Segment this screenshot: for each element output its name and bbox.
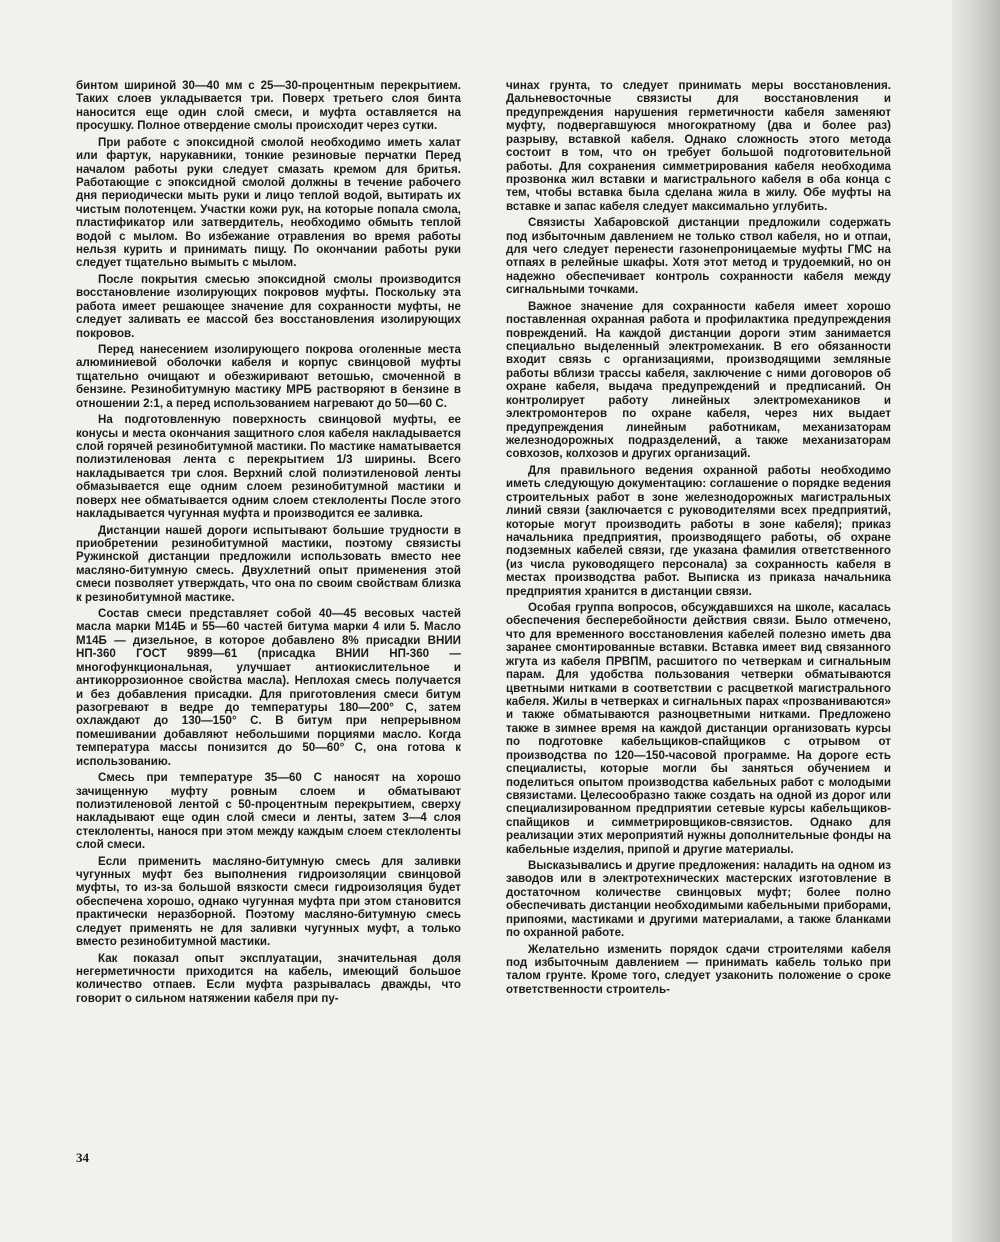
paragraph: При работе с эпоксидной смолой необходимо иметь халат или фартук, нарукавники, тонкие резиновые перчатки Перед началом работы руки следует смазать кремом для бритья. Работающие с эпоксидной смолой должны в течение рабочего дня периодически мыть руки и лицо теплой водой, вытирать их чистым полотенцем. Участки кожи рук, на которые попала смола, пластификатор или затвердитель, необходимо обмыть теплой водой с мылом. Во избежание отравления во время работы нельзя курить и принимать пищу. По окончании работы руки следует тщательно вымыть с мылом. — [76, 136, 461, 270]
paragraph: Для правильного ведения охранной работы необходимо иметь следующую документацию: соглашение о порядке ведения строительных работ в зоне железнодорожных магистральных линий связи (заключается с руководителями всех предприятий, которые могут производить работы в зоне кабеля); приказ начальника предприятия, производящего работы, об охране подземных кабелей связи, где указана фамилия ответственного (из числа руководящего персонала) за сохранность кабеля в местах производства работ. Выписка из приказа начальника предприятия хранится в дистанции связи. — [506, 464, 891, 598]
paragraph: Желательно изменить порядок сдачи строителями кабеля под избыточным давлением — принимать кабель только при талом грунте. Кроме того, следует узаконить положение о сроке ответственности строитель- — [506, 943, 891, 996]
left-column — [76, 80, 461, 1006]
paragraph: Как показал опыт эксплуатации, значительная доля негерметичности приходится на кабель, имеющий большое количество отпаев. Если муфта разрывалась дважды, что говорит о сильном натяжении кабеля при пу- — [76, 952, 461, 1005]
paragraph: Перед нанесением изолирующего покрова оголенные места алюминиевой оболочки кабеля и корпус свинцовой муфты тщательно очищают и обезжиривают ветошью, смоченной в бензине. Резинобитумную мастику МРБ растворяют в бензине в отношении 2:1, а перед использованием нагревают до 50—60 С. — [76, 344, 461, 410]
paragraph: Связисты Хабаровской дистанции предложили содержать под избыточным давлением не только ствол кабеля, но и отпаи, для чего следует перенести газонепроницаемые муфты ГМС на отпаях в релейные шкафы. Хотя этот метод и трудоемкий, но он надежно обеспечивает контроль сохранности кабеля между сигнальными точками. — [506, 217, 891, 297]
paragraph: Смесь при температуре 35—60 С наносят на хорошо зачищенную муфту ровным слоем и обматывают полиэтиленовой лентой с 50-процентным перекрытием, сверху накладывают еще один слой смеси и ленты, затем 3—4 слоя стеклоленты, нанося при этом между каждым слоем стеклоленты слой смеси. — [76, 772, 461, 852]
paragraph: Если применить масляно-битумную смесь для заливки чугунных муфт без выполнения гидроизоляции свинцовой муфты, то из-за большой вязкости смеси гидроизоляция будет обеспечена хорошо, однако чугунная муфта при этом становится практически неразборной. Поэтому масляно-битумную смесь следует применять не для заливки чугунных муфт, а только вместо резинобитумной мастики. — [76, 855, 461, 949]
paragraph: После покрытия смесью эпоксидной смолы производится восстановление изолирующих покровов муфты. Поскольку эта работа имеет решающее значение для сохранности муфты, не следует заливать ее массой без восстановления изолирующих покровов. — [76, 273, 461, 340]
paragraph: бинтом шириной 30—40 мм с 25—30-процентным перекрытием. Таких слоев укладывается три. Поверх третьего слоя бинта наносится еще один слой смеси, и муфта оставляется на просушку. Полное отвердение смолы происходит через сутки. — [76, 80, 461, 133]
paragraph: чинах грунта, то следует принимать меры восстановления. Дальневосточные связисты для восстановления и предупреждения нарушения герметичности кабеля заменяют муфту, подвергавшуюся многократному (два и более раз) разрыву, вставкой кабеля. Однако сложность этого метода состоит в том, что он требует большой подготовительной работы. Для сохранения симметрирования кабеля необходима прозвонка жил вставки и магистрального кабеля в оба конца с тем, чтобы вставка была сделана жила в жилу. Обе муфты на вставке и запас кабеля следует максимально углубить. — [506, 80, 891, 213]
paragraph: На подготовленную поверхность свинцовой муфты, ее конусы и места окончания защитного слоя кабеля накладывается слой горячей резинобитумной мастики. По мастике наматывается полиэтиленовая лента с перекрытием 1/3 ширины. Всего накладывается три слоя. Верхний слой полиэтиленовой ленты обмазывается еще одним слоем резинобитумной мастики и поверх нее обматывается одним слоем стеклоленты После этого накладывается чугунная муфта и производится ее заливка. — [76, 414, 461, 521]
right-column — [506, 80, 891, 997]
paragraph: Важное значение для сохранности кабеля имеет хорошо поставленная охранная работа и профилактика предупреждения повреждений. На каждой дистанции дороги этим занимается специально выделенный электромеханик. В его обязанности входит связь с организациями, производящими земляные работы вблизи трассы кабеля, заключение с ними договоров об охране кабеля, выдача предупреждений и предписаний. Он контролирует работу линейных электромехаников и электромонтеров по охране кабеля, через них выдает предупреждения линейным работникам, механизаторам железнодорожных подразделений, а также механизаторам совхозов, колхозов и других организаций. — [506, 300, 891, 461]
paragraph: Дистанции нашей дороги испытывают большие трудности в приобретении резинобитумной мастики, поэтому связисты Ружинской дистанции предложили использовать вместо нее масляно-битумную смесь. Двухлетний опыт применения этой смеси позволяет утверждать, что она по своим свойствам близка к резинобитумной мастике. — [76, 524, 461, 604]
paragraph: Состав смеси представляет собой 40—45 весовых частей масла марки М14Б и 55—60 частей битума марки 4 или 5. Масло М14Б — дизельное, в которое добавлено 8% присадки ВНИИ НП-360 ГОСТ 9899—61 (присадка ВНИИ НП-360 — многофункциональная, улучшает антиокислительное и антикоррозионное свойства масла). Неплохая смесь получается и без добавления присадки. Для приготовления смеси битум разогревают в ведре до температуры 180—200° С, затем охлаждают до 130—150° С. В битум при непрерывном помешивании добавляют небольшими порциями масло. Когда температура массы понизится до 50—60° С, она готова к использованию. — [76, 608, 461, 768]
paragraph: Высказывались и другие предложения: наладить на одном из заводов или в электротехнических мастерских изготовление в достаточном количестве свинцовых муфт; более полно обеспечивать дистанции необходимыми кабельными приборами, припоями, мастиками и другими материалами, а также бланками по охранной работе. — [506, 860, 891, 940]
paragraph: Особая группа вопросов, обсуждавшихся на школе, касалась обеспечения бесперебойности действия связи. Было отмечено, что для временного восстановления кабелей полезно иметь два заранее смонтированные вставки. Вставка имеет вид связанного жгута из кабеля ПРВПМ, расшитого по четверкам и сигнальным парам. Для удобства пользования четверки обматываются цветными нитками в соответствии с расцветкой магистрального кабеля. Жилы в четверках и сигнальных парах «прозваниваются» и также обматываются разноцветными нитками. Предложено также в зимнее время на каждой дистанции организовать курсы по подготовке кабельщиков-спайщиков с отрывом от производства по 120—150-часовой программе. На дороге есть специалисты, которые могли бы заняться обучением и поделиться опытом производства кабельных работ с молодыми связистами. Целесообразно также создать на одной из дорог или специализированном предприятии сетевые курсы кабельщиков-спайщиков и симметрировщиков-связистов. Однако для реализации этих мероприятий нужны дополнительные фонды на кабельные изделия, припой и другие материалы. — [506, 602, 891, 856]
page-number: 34 — [76, 1150, 89, 1165]
page-edge-shadow — [952, 0, 1000, 1242]
